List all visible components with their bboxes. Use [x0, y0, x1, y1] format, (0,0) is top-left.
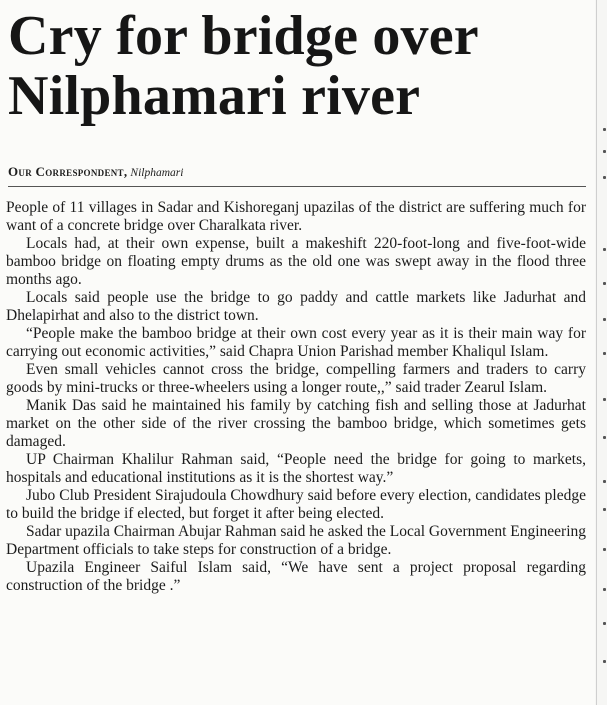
paragraph: Locals had, at their own expense, built a makeshift 220-foot-long and five-foot-wide bamboo bridge on floating empty drums as the old one was swept away in the flood three months ago.: [6, 235, 586, 288]
column-divider: [596, 0, 597, 705]
headline: Cry for bridge over Nilphamari river: [8, 5, 478, 127]
byline-place: Nilphamari: [130, 167, 184, 179]
paragraph: Locals said people use the bridge to go paddy and cattle markets like Jadurhat and Dhelapirhat and also to the district town.: [6, 289, 586, 324]
byline-author: Our Correspondent,: [8, 164, 128, 179]
paragraph: UP Chairman Khalilur Rahman said, “People need the bridge for going to markets, hospitals and educational institutions as it is the shortest way.”: [6, 451, 586, 486]
paragraph: Jubo Club President Sirajudoula Chowdhury said before every election, candidates pledge to build the bridge if elected, but forget it after being elected.: [6, 487, 586, 522]
adjacent-column-edge: [603, 0, 607, 705]
article-body: [6, 199, 586, 595]
paragraph: Upazila Engineer Saiful Islam said, “We have sent a project proposal regarding construction of the bridge .”: [6, 559, 586, 594]
paragraph: Even small vehicles cannot cross the bridge, compelling farmers and traders to carry goods by mini-trucks or three-wheelers using a longer route,,” said trader Zearul Islam.: [6, 361, 586, 396]
byline-divider: [8, 186, 586, 187]
paragraph: People of 11 villages in Sadar and Kishoreganj upazilas of the district are suffering much for want of a concrete bridge over Charalkata river.: [6, 199, 586, 234]
paragraph: Manik Das said he maintained his family by catching fish and selling those at Jadurhat market on the other side of the river crossing the bamboo bridge, which sometimes gets damaged.: [6, 397, 586, 450]
paragraph: “People make the bamboo bridge at their own cost every year as it is their main way for carrying out economic activities,” said Chapra Union Parishad member Khaliqul Islam.: [6, 325, 586, 360]
paragraph: Sadar upazila Chairman Abujar Rahman said he asked the Local Government Engineering Department officials to take steps for construction of a bridge.: [6, 523, 586, 558]
byline: [8, 164, 588, 181]
